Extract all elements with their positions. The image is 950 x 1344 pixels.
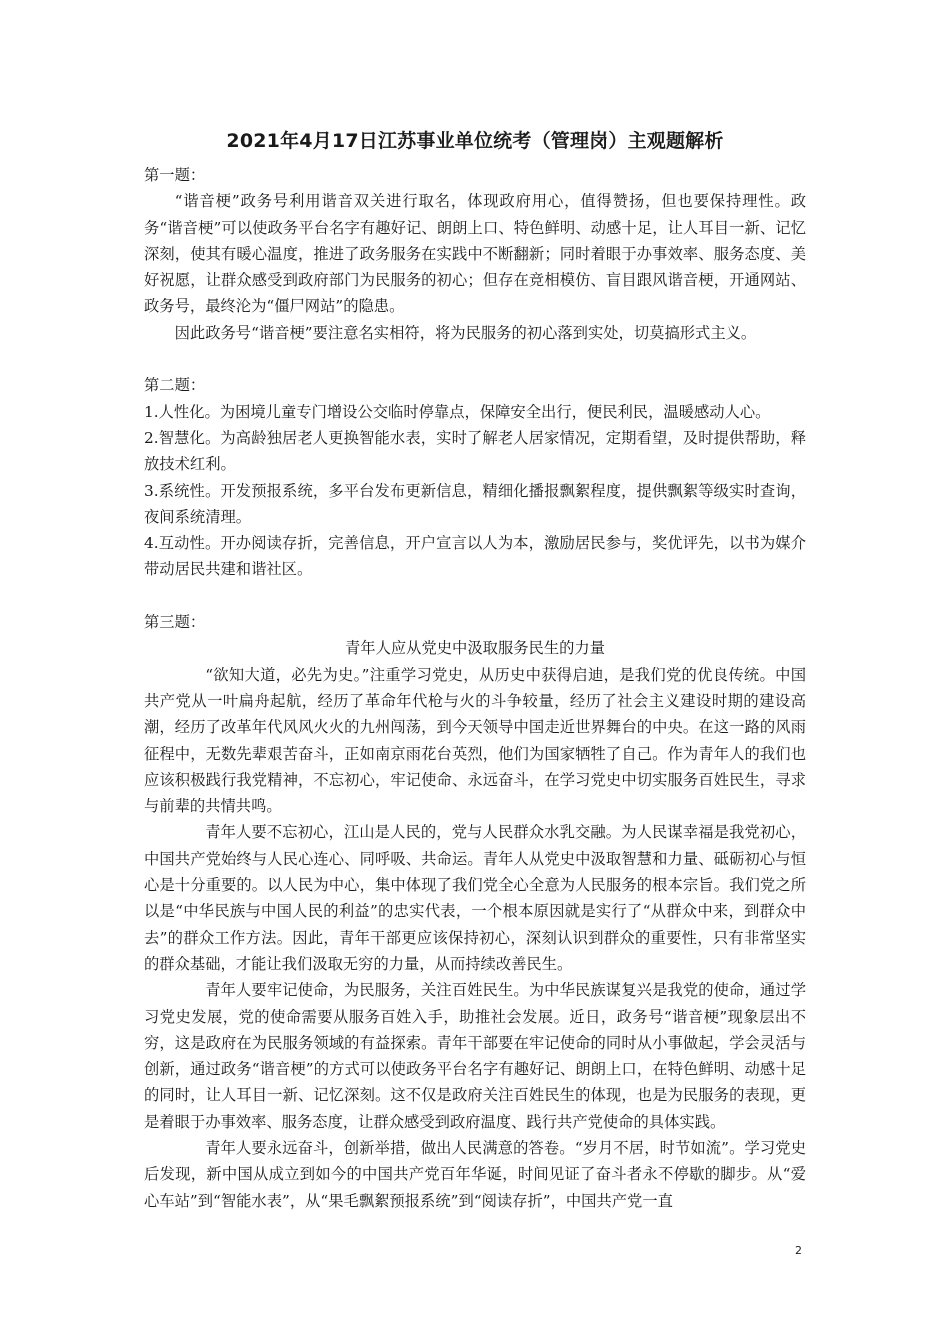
question-1-paragraph: 因此政务号“谐音梗”要注意名实相符，将为民服务的初心落到实处，切莫搞形式主义。 <box>174 323 757 342</box>
essay-paragraph: 青年人要牢记使命，为民服务，关注百姓民生。为中华民族谋复兴是我党的使命，通过学习党史发展，党的使命需要从服务百姓入手，助推社会发展。近日，政务号“谐音梗”现象层出不穷，这是政府在为民服务领域的有益探索。青年干部要在牢记使命的同时从小事做起，学会灵活与创新，通过政务“谐音梗”的方式可以使政务平台名字有趣好记、朗朗上口，在特色鲜明、动感十足的同时，让人耳目一新、记忆深刻。这不仅是政府关注百姓民生的体现，也是为民服务的表现，更是着眼于办事效率、服务态度，让群众感受到政府温度、践行共产党使命的具体实践。 <box>144 981 806 1131</box>
question-1-paragraph: “谐音梗”政务号利用谐音双关进行取名，体现政府用心，值得赞扬，但也要保持理性。政务“谐音梗”可以使政务平台名字有趣好记、朗朗上口、特色鲜明、动感十足，让人耳目一新、记忆深刻，使其有暖心温度，推进了政务服务在实践中不断翻新；同时着眼于办事效率、服务态度、美好祝愿，让群众感受到政府部门为民服务的初心；但存在竞相模仿、盲目跟风谐音梗，开通网站、政务号，最终沦为“僵尸网站”的隐患。 <box>144 192 806 316</box>
page-content <box>144 126 806 1214</box>
essay-paragraph: “欲知大道，必先为史。”注重学习党史，从历史中获得启迪，是我们党的优良传统。中国共产党从一叶扁舟起航，经历了革命年代枪与火的斗争较量，经历了社会主义建设时期的建设高潮，经历了改革年代风风火火的九州闯荡，到今天领导中国走近世界舞台的中央。在这一路的风雨征程中，无数先辈艰苦奋斗，正如南京雨花台英烈，他们为国家牺牲了自己。作为青年人的我们也应该积极践行我党精神，不忘初心，牢记使命、永远奋斗，在学习党史中切实服务百姓民生，寻求与前辈的共情共鸣。 <box>144 665 806 816</box>
question-2-item: 2.智慧化。为高龄独居老人更换智能水表，实时了解老人居家情况，定期看望，及时提供帮助，释放技术红利。 <box>144 428 806 474</box>
question-1-label: 第一题： <box>144 166 206 184</box>
essay-paragraph: 青年人要不忘初心，江山是人民的，党与人民群众水乳交融。为人民谋幸福是我党初心，中国共产党始终与人民心连心、同呼吸、共命运。青年人从党史中汲取智慧和力量、砥砺初心与恒心是十分重要的。以人民为中心，集中体现了我们党全心全意为人民服务的根本宗旨。我们党之所以是“中华民族与中国人民的利益”的忠实代表，一个根本原因就是实行了“从群众中来，到群众中去”的群众工作方法。因此，青年干部更应该保持初心，深刻认识到群众的重要性，只有非常坚实的群众基础，才能让我们汲取无穷的力量，从而持续改善民生。 <box>144 823 806 973</box>
page-number: 2 <box>795 1244 802 1257</box>
question-2-section <box>144 372 806 582</box>
blank-line <box>144 346 806 372</box>
question-2-item: 4.互动性。开办阅读存折，完善信息，开户宣言以人为本，激励居民参与，奖优评先，以书为媒介带动居民共建和谐社区。 <box>144 534 806 579</box>
question-2-item: 1.人性化。为困境儿童专门增设公交临时停靠点，保障安全出行，便民利民，温暖感动人心。 <box>144 402 771 421</box>
blank-line <box>144 583 806 609</box>
essay-title: 青年人应从党史中汲取服务民生的力量 <box>344 639 606 658</box>
essay-paragraph: 青年人要永远奋斗，创新举措，做出人民满意的答卷。“岁月不居，时节如流”。学习党史后发现，新中国从成立到如今的中国共产党百年华诞，时间见证了奋斗者永不停歇的脚步。从“爱心车站”到“智能水表”，从“果毛飘絮预报系统”到“阅读存折”，中国共产党一直 <box>144 1138 806 1210</box>
question-2-item: 3.系统性。开发预报系统，多平台发布更新信息，精细化播报飘絮程度，提供飘絮等级实时查询，夜间系统清理。 <box>144 481 806 526</box>
question-3-label: 第三题： <box>144 613 206 632</box>
question-3-section <box>144 609 806 1214</box>
question-2-label: 第二题： <box>144 376 206 395</box>
document-title: 2021年4月17日江苏事业单位统考（管理岗）主观题解析 <box>226 130 724 152</box>
question-1-section <box>144 162 806 346</box>
